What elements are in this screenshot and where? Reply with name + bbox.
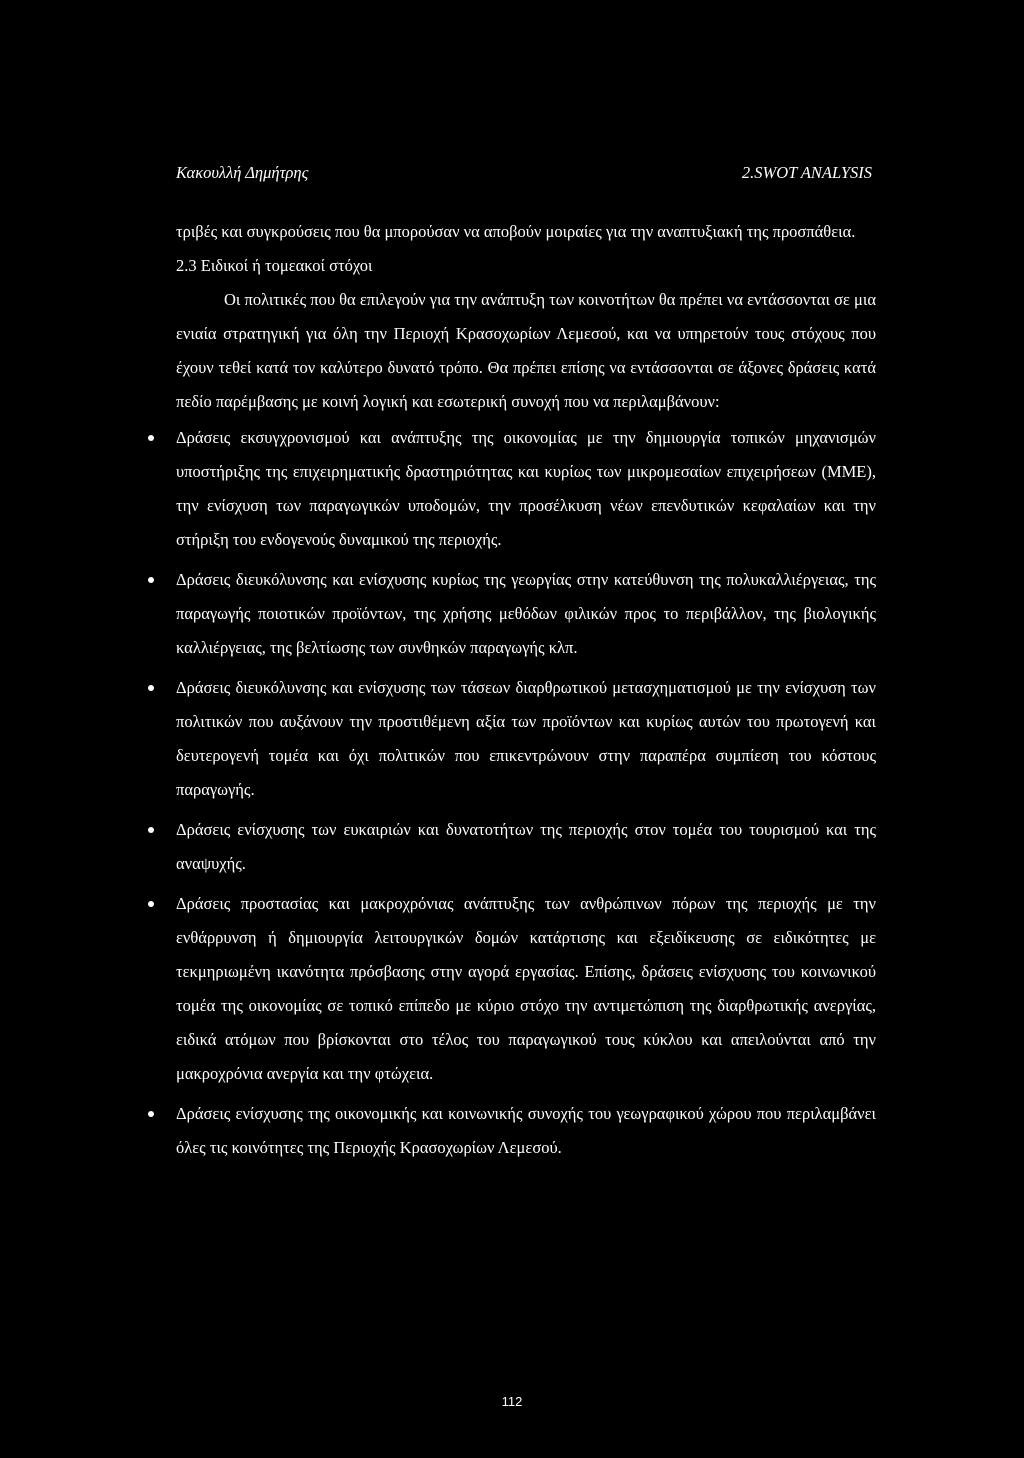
- list-item-text: Δράσεις διευκόλυνσης και ενίσχυσης των τάσεων διαρθρωτικού μετασχηματισμού με την ενίσχυση των πολιτικών που αυξάνουν την προστιθέμενη αξία των προϊόντων και κυρίως αυτών του πρωτογενή και δευτερογενή τομέα και όχι πολιτικών που επικεντρώνουν στην παραπέρα συμπίεση του κόστους παραγωγής.: [176, 678, 876, 799]
- list-item: [176, 887, 876, 1091]
- header-section: 2.SWOT ANALYSIS: [741, 163, 872, 182]
- bullet-icon: [148, 435, 154, 441]
- list-item: [176, 1097, 876, 1165]
- bullet-icon: [148, 685, 154, 691]
- section-heading: 2.3 Ειδικοί ή τομεακοί στόχοι: [176, 256, 373, 275]
- list-item: [176, 421, 876, 557]
- list-item-text: Δράσεις διευκόλυνσης και ενίσχυσης κυρίως της γεωργίας στην κατεύθυνση της πολυκαλλιέργειας, της παραγωγής ποιοτικών προϊόντων, της χρήσης μεθόδων φιλικών προς το περιβάλλον, της βιολογικής καλλιέργειας, της βελτίωσης των συνθηκών παραγωγής κλπ.: [176, 570, 876, 657]
- body-paragraph: Οι πολιτικές που θα επιλεγούν για την ανάπτυξη των κοινοτήτων θα πρέπει να εντάσσονται σε μια ενιαία στρατηγική για όλη την Περιοχή Κρασοχωρίων Λεμεσού, και να υπηρετούν τους στόχους που έχουν τεθεί κατά τον καλύτερο δυνατό τρόπο. Θα πρέπει επίσης να εντάσσονται σε άξονες δράσεις κατά πεδίο παρέμβασης με κοινή λογική και εσωτερική συνοχή που να περιλαμβάνουν:: [176, 290, 876, 411]
- bullet-icon: [148, 827, 154, 833]
- bullet-icon: [148, 901, 154, 907]
- list-item: [176, 671, 876, 807]
- list-item-text: Δράσεις ενίσχυσης της οικονομικής και κοινωνικής συνοχής του γεωγραφικού χώρου που περιλαμβάνει όλες τις κοινότητες της Περιοχής Κρασοχωρίων Λεμεσού.: [176, 1104, 876, 1157]
- bullet-list: [176, 421, 876, 1165]
- page-content: [176, 215, 876, 1171]
- bullet-icon: [148, 1111, 154, 1117]
- list-item: [176, 813, 876, 881]
- page-header: [176, 163, 872, 187]
- list-item-text: Δράσεις προστασίας και μακροχρόνιας ανάπτυξης των ανθρώπινων πόρων της περιοχής με την ενθάρρυνση ή δημιουργία λειτουργικών δομών κατάρτισης και εξειδίκευσης σε ειδικότητες με τεκμηριωμένη ικανότητα πρόσβασης στην αγορά εργασίας. Επίσης, δράσεις ενίσχυσης του κοινωνικού τομέα της οικονομίας σε τοπικό επίπεδο με κύριο στόχο την αντιμετώπιση της διαρθρωτικής ανεργίας, ειδικά ατόμων που βρίσκονται στο τέλος του παραγωγικού τους κύκλου και απειλούνται από την μακροχρόνια ανεργία και την φτώχεια.: [176, 894, 876, 1083]
- bullet-icon: [148, 577, 154, 583]
- intro-paragraph: τριβές και συγκρούσεις που θα μπορούσαν να αποβούν μοιραίες για την αναπτυξιακή της προσπάθεια.: [176, 222, 856, 241]
- header-author: Κακουλλή Δημήτρης: [176, 163, 309, 182]
- list-item: [176, 563, 876, 665]
- list-item-text: Δράσεις ενίσχυσης των ευκαιριών και δυνατοτήτων της περιοχής στον τομέα του τουρισμού και της αναψυχής.: [176, 820, 876, 873]
- page-number: 112: [501, 1394, 523, 1409]
- list-item-text: Δράσεις εκσυγχρονισμού και ανάπτυξης της οικονομίας με την δημιουργία τοπικών μηχανισμών υποστήριξης της επιχειρηματικής δραστηριότητας και κυρίως των μικρομεσαίων επιχειρήσεων (ΜΜΕ), την ενίσχυση των παραγωγικών υποδομών, την προσέλκυση νέων επενδυτικών κεφαλαίων και την στήριξη του ενδογενούς δυναμικού της περιοχής.: [176, 428, 876, 549]
